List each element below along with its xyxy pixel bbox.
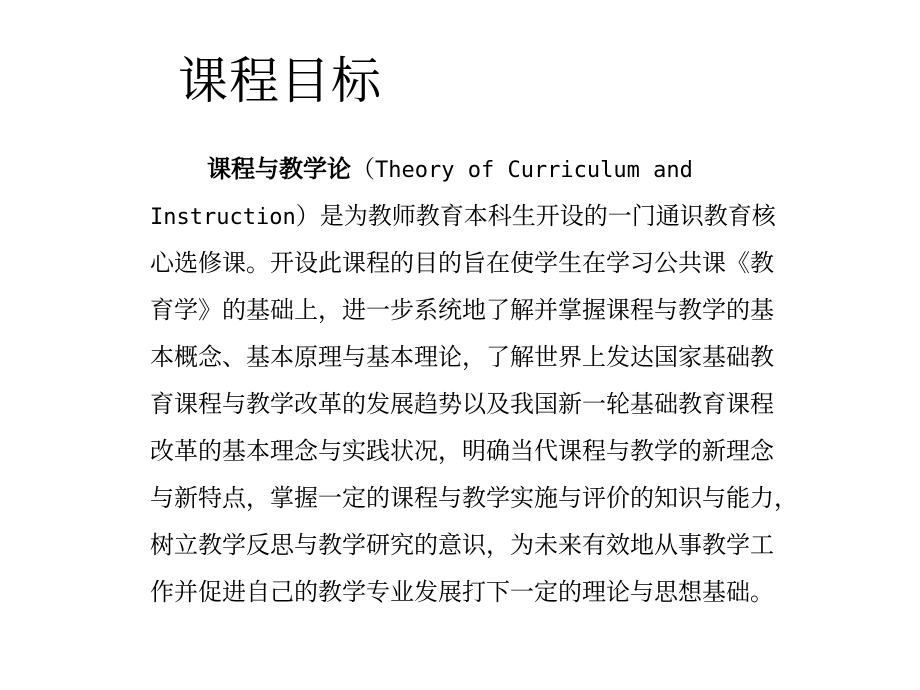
paragraph-line-1 xyxy=(150,146,910,193)
paragraph-line: 育课程与教学改革的发展趋势以及我国新一轮基础教育课程 xyxy=(150,390,774,418)
paragraph-line: 心选修课。开设此课程的目的旨在使学生在学习公共课《教 xyxy=(150,249,774,277)
course-description xyxy=(150,146,910,616)
paren-open: （ xyxy=(351,155,375,183)
slide-title: 课程目标 xyxy=(178,52,382,110)
course-term: 课程与教学论 xyxy=(207,155,351,183)
paragraph-line: 与新特点，掌握一定的课程与教学实施与评价的知识与能力， xyxy=(150,484,798,512)
paragraph-line: 本概念、基本原理与基本理论，了解世界上发达国家基础教 xyxy=(150,343,774,371)
paragraph-line: 树立教学反思与教学研究的意识，为未来有效地从事教学工 xyxy=(150,531,774,559)
paragraph-line-2 xyxy=(150,193,910,240)
paren-close: ） xyxy=(295,202,320,230)
paragraph-line: 作并促进自己的教学专业发展打下一定的理论与思想基础。 xyxy=(150,578,774,606)
paragraph-line: 改革的基本理念与实践状况，明确当代课程与教学的新理念 xyxy=(150,437,774,465)
paragraph-line-2-text: 是为教师教育本科生开设的一门通识教育核 xyxy=(319,202,776,230)
english-title-part-1: Theory of Curriculum and xyxy=(375,158,693,183)
english-title-part-2: Instruction xyxy=(150,205,296,230)
paragraph-line: 育学》的基础上，进一步系统地了解并掌握课程与教学的基 xyxy=(150,296,774,324)
